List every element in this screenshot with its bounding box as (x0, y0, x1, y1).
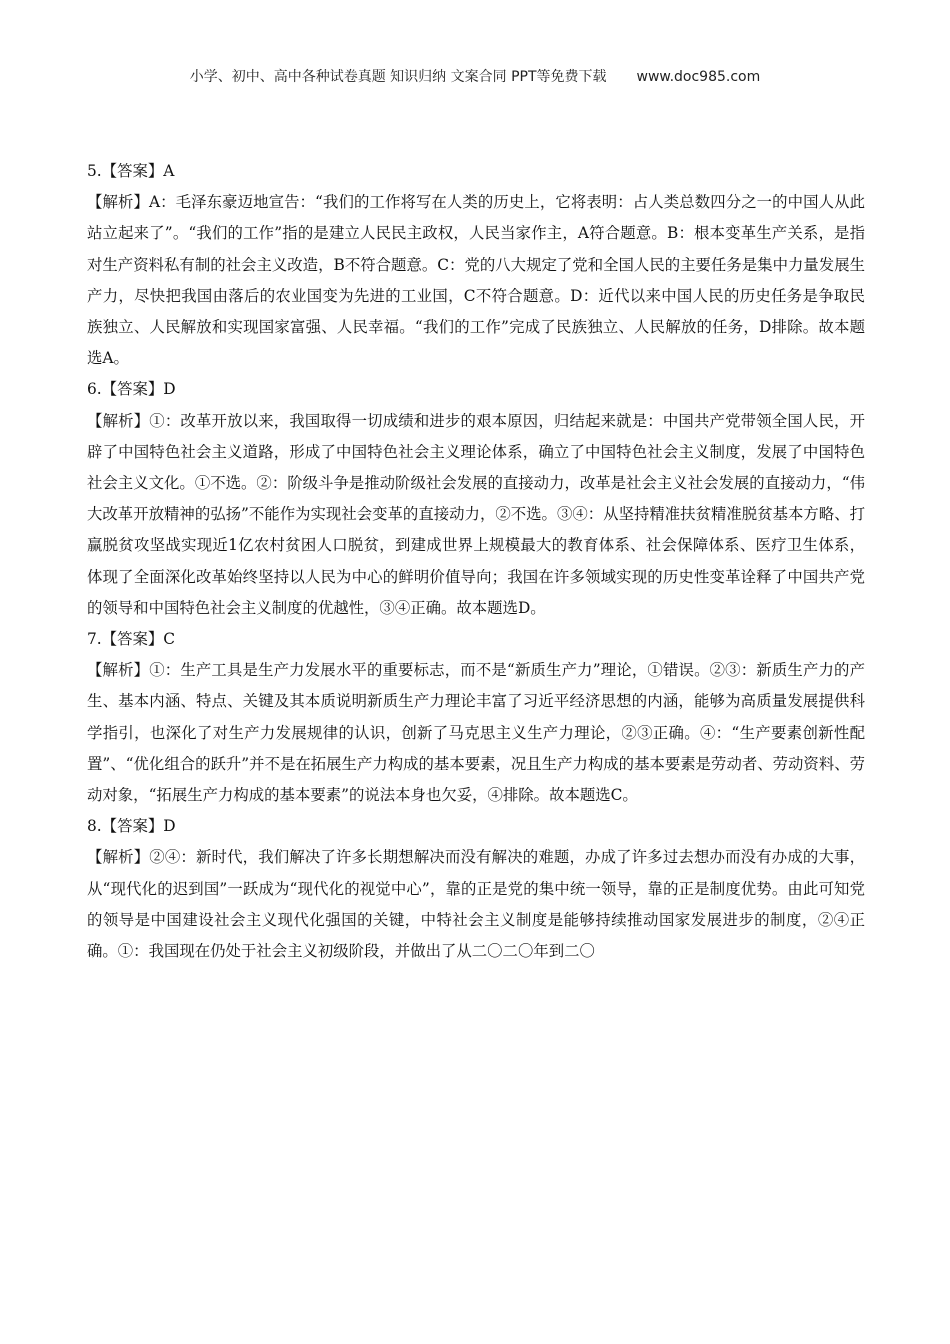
answer-5: 5.【答案】A (87, 162, 175, 180)
page-header (0, 66, 950, 86)
analysis-6: 【解析】①：改革开放以来，我国取得一切成绩和进步的艰本原因，归结起来就是：中国共产党带领全国人民，开辟了中国特色社会主义道路，形成了中国特色社会主义理论体系，确立了中国特色社会主义制度，发展了中国特色社会主义文化。①不选。②：阶级斗争是推动阶级社会发展的直接动力，改革是社会主义社会发展的直接动力，“伟大改革开放精神的弘扬”不能作为实现社会变革的直接动力，②不选。③④：从坚持精准扶贫精准脱贫基本方略、打赢脱贫攻坚战实现近1亿农村贫困人口脱贫，到建成世界上规模最大的教育体系、社会保障体系、医疗卫生体系，体现了全面深化改革始终坚持以人民为中心的鲜明价值导向；我国在许多领域实现的历史性变革诠释了中国共产党的领导和中国特色社会主义制度的优越性，③④正确。故本题选D。 (87, 411, 865, 617)
analysis-8: 【解析】②④：新时代，我们解决了许多长期想解决而没有解决的难题，办成了许多过去想办而没有办成的大事，从“现代化的迟到国”一跃成为“现代化的视觉中心”，靠的正是党的集中统一领导，靠的正是制度优势。由此可知党的领导是中国建设社会主义现代化强国的关键，中特社会主义制度是能够持续推动国家发展进步的制度，②④正确。①：我国现在仍处于社会主义初级阶段，并做出了从二〇二〇年到二〇 (87, 848, 865, 961)
answer-7: 7.【答案】C (87, 630, 176, 649)
analysis-7: 【解析】①：生产工具是生产力发展水平的重要标志，而不是“新质生产力”理论，①错误。②③：新质生产力的产生、基本内涵、特点、关键及其本质说明新质生产力理论丰富了习近平经济思想的内涵，能够为高质量发展提供科学指引，也深化了对生产力发展规律的认识，创新了马克思主义生产力理论，②③正确。④：“生产要素创新性配置”、“优化组合的跃升”并不是在拓展生产力构成的基本要素，况且生产力构成的基本要素是劳动者、劳动资料、劳动对象，“拓展生产力构成的基本要素”的说法本身也欠妥，④排除。故本题选C。 (87, 661, 865, 805)
analysis-5: 【解析】A：毛泽东豪迈地宣告：“我们的工作将写在人类的历史上，它将表明：占人类总数四分之一的中国人从此站立起来了”。“我们的工作”指的是建立人民民主政权，人民当家作主，A符合题意。B：根本变革生产关系，是指对生产资料私有制的社会主义改造，B不符合题意。C：党的八大规定了党和全国人民的主要任务是集中力量发展生产力，尽快把我国由落后的农业国变为先进的工业国，C不符合题意。D：近代以来中国人民的历史任务是争取民族独立、人民解放和实现国家富强、人民幸福。“我们的工作”完成了民族独立、人民解放的任务，D排除。故本题选A。 (87, 193, 865, 368)
document-body (87, 156, 865, 967)
answer-8: 8.【答案】D (87, 817, 176, 836)
header-site: www.doc985.com (636, 69, 761, 85)
header-text: 小学、初中、高中各种试卷真题 知识归纳 文案合同 PPT等免费下载 (189, 69, 607, 85)
answer-6: 6.【答案】D (87, 380, 176, 399)
